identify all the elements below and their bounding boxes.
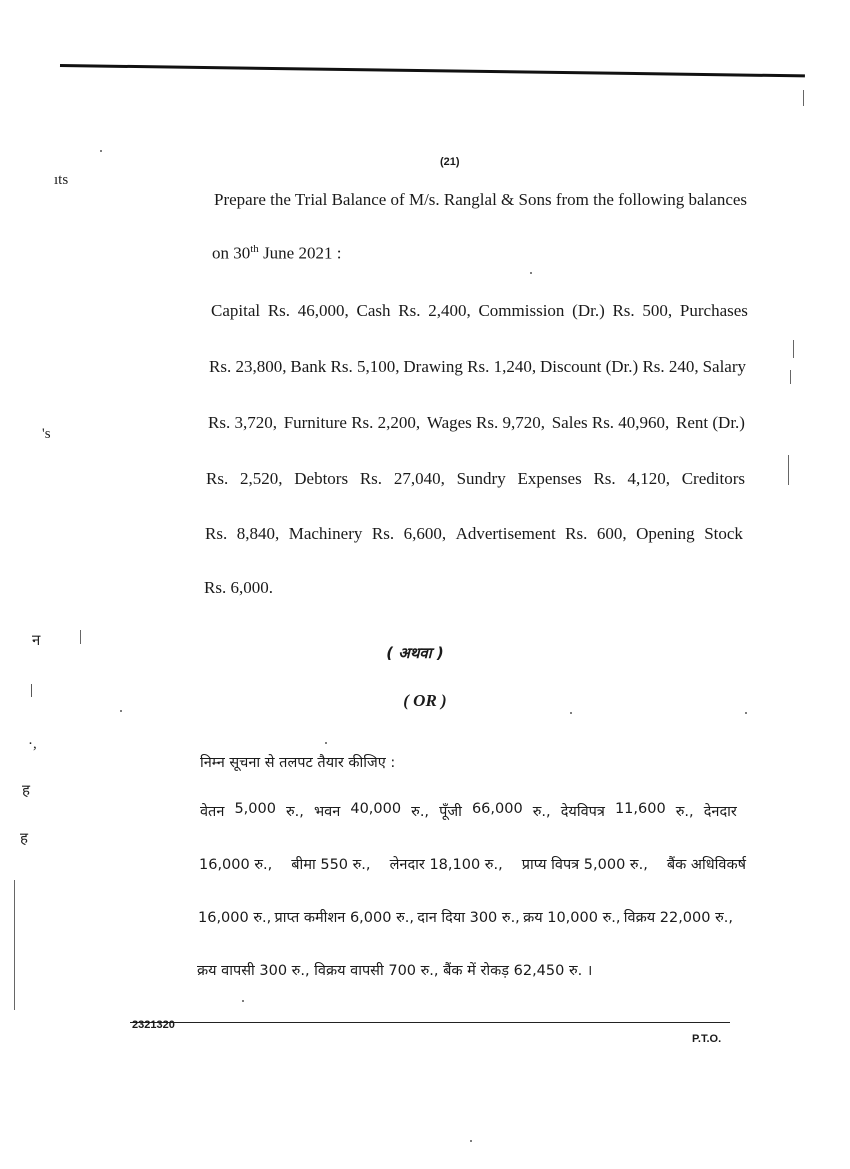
line-word: 2,400, (428, 301, 471, 320)
hindi-balances-line (200, 801, 737, 821)
line-word: 16,000 रु., (198, 910, 272, 926)
line-word: 5,000 (234, 801, 276, 817)
line-word: (Dr.) (572, 301, 605, 320)
line-word: 2,520, (239, 469, 283, 488)
line-word: 11,600 (614, 801, 666, 817)
question-line-1: Prepare the Trial Balance of M/s. Ranglal & Sons from the following balances (214, 190, 748, 209)
line-word: Opening (636, 524, 695, 543)
page-number: (21) (440, 156, 460, 168)
line-word: Wages Rs. 9,720, (426, 413, 545, 432)
margin-fragment: न (32, 631, 41, 649)
line-word: Purchases (679, 301, 748, 320)
line-word: Cash (356, 301, 391, 320)
line-word: Rs. (206, 469, 229, 488)
line-word: Expenses (517, 469, 582, 488)
scan-speck (530, 272, 532, 274)
line-word: 6,600, (403, 524, 447, 543)
line-word: रु., (532, 804, 551, 820)
line-word: 16,000 रु., (199, 857, 273, 873)
line-word: Machinery (288, 524, 363, 543)
line-word: विक्रय 22,000 रु., (623, 910, 733, 926)
line-word: Rs. (371, 524, 395, 543)
line-word: Rs. (359, 469, 383, 488)
line-word: Advertisement (455, 524, 556, 543)
line-word: लेनदार 18,100 रु., (389, 857, 503, 873)
margin-fragment: | (30, 682, 34, 698)
margin-fragment: ıts (54, 172, 69, 188)
or-heading-hindi: ( अथवा ) (386, 644, 444, 662)
scan-speck (470, 1140, 472, 1142)
line-word: रु., (286, 804, 304, 820)
line-word: Rs. (398, 301, 421, 320)
line-word: रु., (411, 804, 430, 820)
line-word: रु., (675, 804, 694, 820)
hindi-balances-line (199, 854, 746, 874)
line-word: Rs. (267, 301, 291, 320)
line-word: Furniture Rs. 2,200, (283, 413, 421, 432)
line-word: Rs. (593, 469, 616, 488)
line-word: Drawing Rs. 1,240, (403, 357, 537, 376)
or-heading-english: ( OR ) (403, 691, 447, 710)
line-word: Debtors (294, 469, 349, 488)
line-word: Stock (704, 524, 743, 543)
scan-mark (14, 880, 15, 1010)
line-word: भवन (313, 804, 341, 820)
hindi-question-intro: निम्न सूचना से तलपट तैयार कीजिए : (200, 755, 396, 771)
scan-speck (242, 1000, 244, 1002)
line-word: 27,040, (393, 469, 445, 488)
line-word: 40,000 (350, 801, 402, 817)
line-word: 500, (642, 301, 673, 320)
line-word: पूँजी (439, 804, 462, 820)
line-word: Rent (Dr.) (676, 413, 745, 432)
line-word: Creditors (681, 469, 745, 488)
line-word: Commission (478, 301, 565, 320)
line-word: क्रय 10,000 रु., (523, 910, 621, 926)
balances-line (205, 524, 743, 544)
question-line-2: on 30th June 2021 : (212, 243, 342, 263)
margin-fragment: 's (42, 426, 51, 442)
hindi-balances-last-line: क्रय वापसी 300 रु., विक्रय वापसी 700 रु., बैंक में रोकड़ 62,450 रु. । (197, 963, 593, 979)
line-word: बैंक अधिविकर्ष (666, 857, 746, 873)
line-word: Rs. (565, 524, 588, 543)
scan-mark (80, 630, 81, 644)
scan-speck (100, 150, 102, 152)
scan-mark (788, 455, 789, 485)
scan-speck (570, 712, 572, 714)
line-word: देनदार (703, 804, 737, 820)
line-word: Sundry (456, 469, 506, 488)
margin-fragment: ह (22, 781, 30, 799)
line-word: प्राप्त कमीशन 6,000 रु., (274, 910, 414, 926)
scan-speck (325, 742, 327, 744)
line-word: 46,000, (297, 301, 349, 320)
scan-speck (745, 712, 747, 714)
scan-mark (793, 340, 794, 358)
line-word: Rs. 3,720, (208, 413, 277, 432)
line-word: बीमा 550 रु., (291, 857, 371, 873)
line-word: देयविपत्र (560, 804, 605, 820)
line-word: 4,120, (627, 469, 670, 488)
line-word: 66,000 (471, 801, 523, 817)
line-word: वेतन (200, 804, 225, 820)
line-word: Sales Rs. 40,960, (551, 413, 670, 432)
line-word: Salary (702, 357, 746, 376)
line-word: Rs. 23,800, (209, 357, 287, 376)
line-word: 8,840, (236, 524, 280, 543)
balances-last-line: Rs. 6,000. (204, 578, 273, 597)
line-word: Capital (211, 301, 261, 320)
scan-mark (803, 90, 804, 106)
line-word: प्राप्य विपत्र 5,000 रु., (521, 857, 648, 873)
paper-code: 2321320 (132, 1019, 175, 1031)
line-word: Rs. (612, 301, 635, 320)
balances-line (209, 357, 746, 377)
line-word: Rs. (205, 524, 228, 543)
hindi-balances-line (198, 907, 733, 927)
margin-fragment: ·, (28, 736, 37, 752)
line-word: दान दिया 300 रु., (417, 910, 520, 926)
pto-label: P.T.O. (692, 1033, 722, 1045)
top-rule (60, 64, 805, 77)
scan-mark (790, 370, 791, 384)
balances-line (206, 469, 745, 489)
line-word: Bank Rs. 5,100, (290, 357, 400, 376)
margin-fragment: ह (20, 829, 28, 847)
balances-line (208, 413, 745, 433)
balances-line (211, 301, 748, 321)
footer-rule (130, 1022, 730, 1023)
line-word: 600, (596, 524, 627, 543)
line-word: Discount (Dr.) Rs. 240, (539, 357, 699, 376)
